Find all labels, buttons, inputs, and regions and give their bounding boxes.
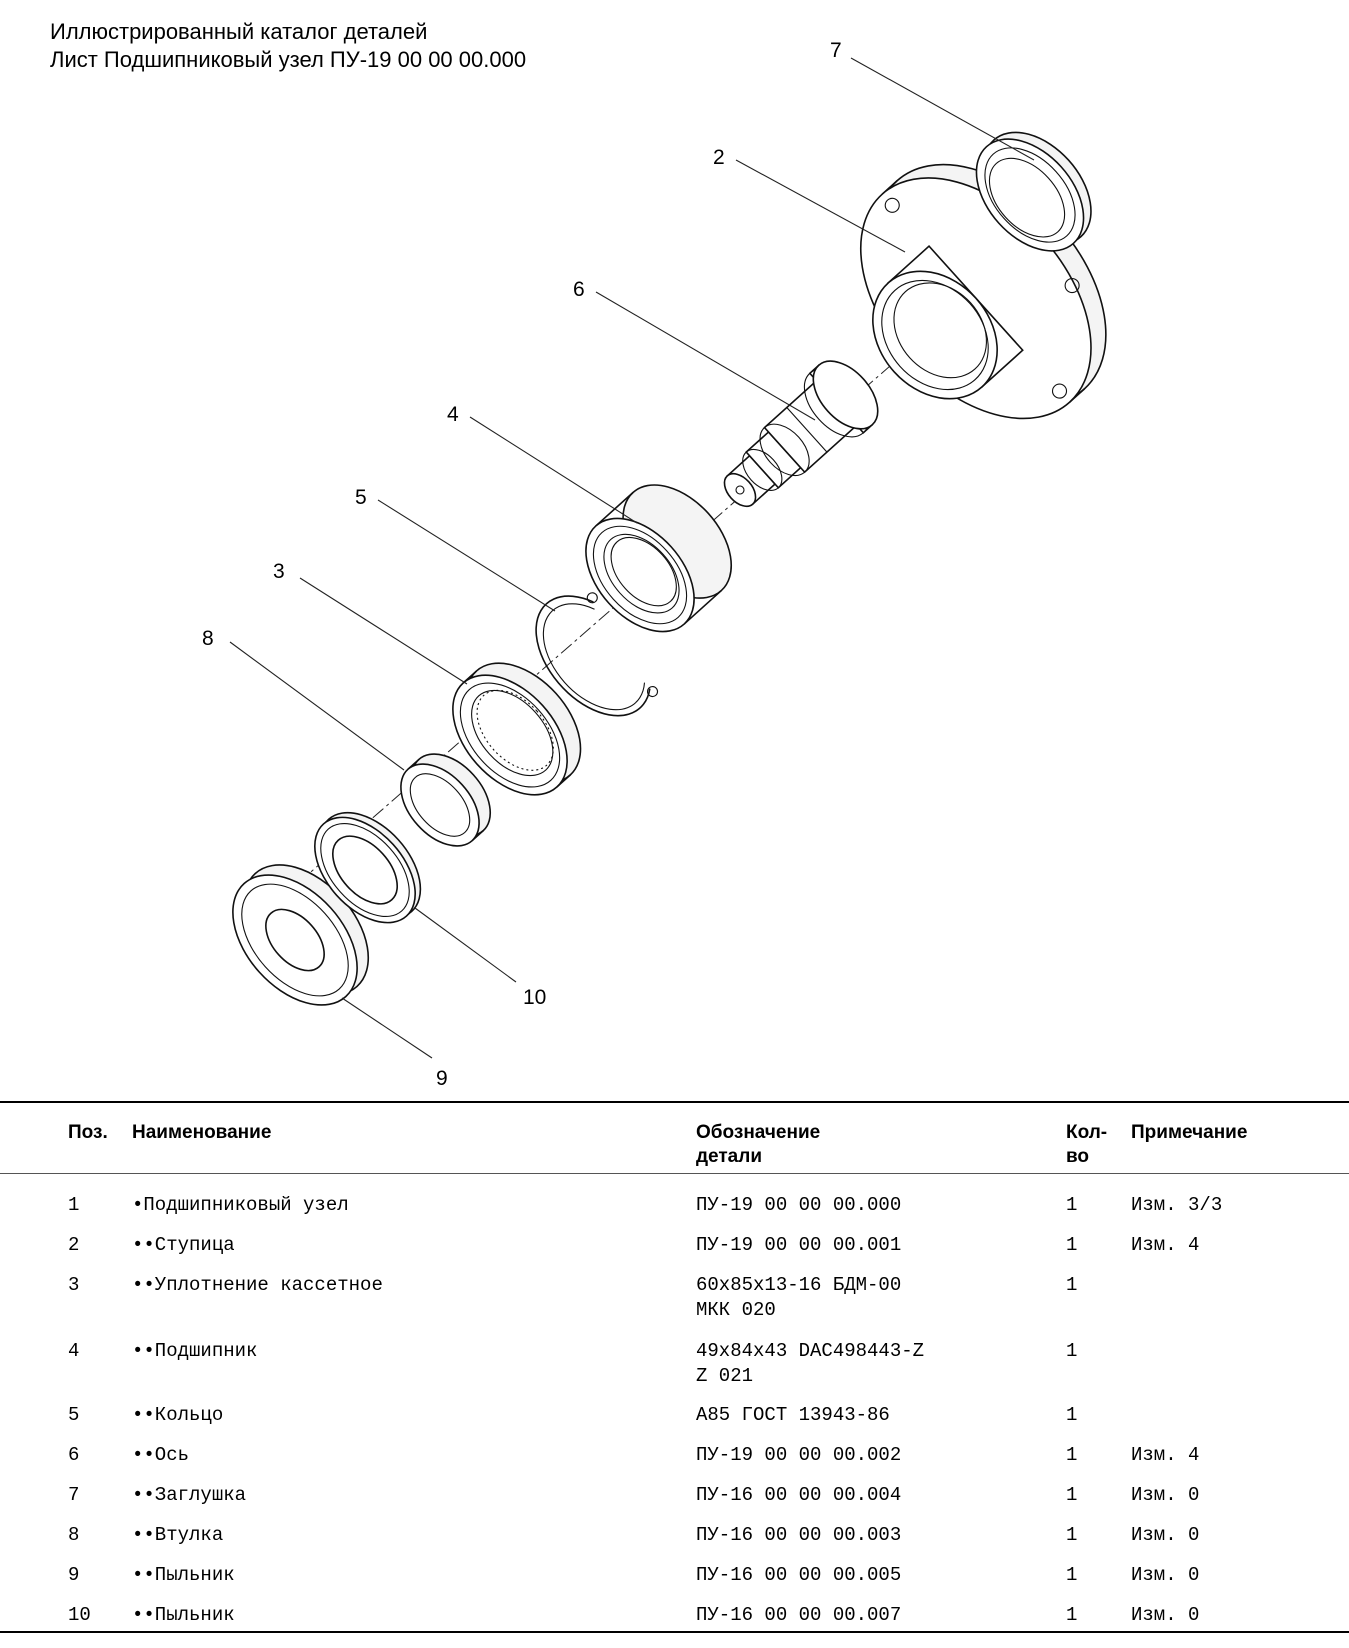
header-designation: [696, 1121, 820, 1169]
table-top-rule: [0, 1101, 1349, 1103]
designation-line: 49x84x43 DAC498443-Z: [696, 1340, 925, 1362]
cell-designation: [696, 1273, 901, 1323]
cell-name: ••Пыльник: [132, 1604, 235, 1626]
cell-designation: [696, 1523, 901, 1548]
leader-line-10: [415, 908, 516, 982]
cell-qty: 1: [1066, 1484, 1078, 1506]
cell-qty: 1: [1066, 1274, 1078, 1296]
table-header-rule: [0, 1173, 1349, 1174]
cell-name: ••Ось: [132, 1444, 190, 1466]
leader-line-8: [230, 642, 404, 770]
designation-line: ПУ-19 00 00 00.001: [696, 1234, 902, 1256]
table-bottom-rule: [0, 1631, 1349, 1633]
designation-line: А85 ГОСТ 13943-86: [696, 1404, 890, 1426]
cell-qty: 1: [1066, 1604, 1078, 1626]
catalog-title: Иллюстрированный каталог деталей: [50, 19, 428, 44]
cell-pos: 4: [68, 1340, 80, 1362]
designation-line: МКК 020: [696, 1299, 776, 1321]
cell-qty: 1: [1066, 1404, 1078, 1426]
header-name: Наименование: [132, 1122, 272, 1143]
cell-pos: 3: [68, 1274, 80, 1296]
cell-name: ••Ступица: [132, 1234, 235, 1256]
callout-3: 3: [273, 560, 285, 583]
cell-pos: 1: [68, 1194, 80, 1216]
cell-name: ••Пыльник: [132, 1564, 235, 1586]
leader-line-4: [470, 417, 637, 523]
cell-name: ••Уплотнение кассетное: [132, 1274, 383, 1296]
table-row: [0, 1483, 1349, 1523]
designation-line: Z 021: [696, 1365, 754, 1387]
cell-designation: [696, 1233, 901, 1258]
callout-9: 9: [436, 1067, 448, 1090]
header-designation-line: Обозначение: [696, 1122, 821, 1143]
header-note: Примечание: [1131, 1122, 1248, 1143]
callout-8: 8: [202, 627, 214, 650]
cell-designation: [696, 1443, 901, 1468]
table-row: [0, 1563, 1349, 1603]
cell-designation: [696, 1603, 901, 1628]
cell-note: Изм. 0: [1131, 1524, 1200, 1546]
table-row: [0, 1443, 1349, 1483]
designation-line: ПУ-16 00 00 00.005: [696, 1564, 902, 1586]
cell-pos: 9: [68, 1564, 80, 1586]
leader-line-3: [300, 578, 467, 684]
cell-name: ••Заглушка: [132, 1484, 247, 1506]
table-row: [0, 1523, 1349, 1563]
cell-designation: [696, 1563, 901, 1588]
cell-name: ••Кольцо: [132, 1404, 224, 1426]
cell-pos: 7: [68, 1484, 80, 1506]
designation-line: ПУ-19 00 00 00.000: [696, 1194, 902, 1216]
header-qty-line: во: [1066, 1146, 1090, 1167]
designation-line: ПУ-16 00 00 00.003: [696, 1524, 902, 1546]
table-row: [0, 1233, 1349, 1273]
callout-2: 2: [713, 146, 725, 169]
cell-designation: [696, 1193, 901, 1218]
cell-qty: 1: [1066, 1564, 1078, 1586]
part-6-axle: [704, 349, 890, 528]
cell-pos: 6: [68, 1444, 80, 1466]
cell-qty: 1: [1066, 1444, 1078, 1466]
table-row: [0, 1403, 1349, 1443]
cell-note: Изм. 0: [1131, 1484, 1200, 1506]
cell-name: •Подшипниковый узел: [132, 1194, 349, 1216]
sheet-subtitle: Лист Подшипниковый узел ПУ-19 00 00 00.000: [50, 47, 527, 72]
header-pos: Поз.: [68, 1122, 108, 1143]
cell-designation: [696, 1339, 924, 1389]
designation-line: ПУ-16 00 00 00.007: [696, 1604, 902, 1626]
table-row: [0, 1339, 1349, 1387]
cell-qty: 1: [1066, 1340, 1078, 1362]
cell-note: Изм. 4: [1131, 1234, 1200, 1256]
designation-line: 60x85x13-16 БДМ-00: [696, 1274, 902, 1296]
leader-line-9: [342, 998, 432, 1058]
cell-pos: 8: [68, 1524, 80, 1546]
callout-5: 5: [355, 486, 367, 509]
designation-line: ПУ-16 00 00 00.004: [696, 1484, 902, 1506]
cell-pos: 5: [68, 1404, 80, 1426]
cell-name: ••Втулка: [132, 1524, 224, 1546]
cell-pos: 2: [68, 1234, 80, 1256]
cell-name: ••Подшипник: [132, 1340, 258, 1362]
part-4-bearing: [565, 464, 753, 652]
callout-10: 10: [523, 986, 547, 1009]
leader-line-6: [596, 292, 815, 420]
cell-note: Изм. 4: [1131, 1444, 1200, 1466]
cell-note: Изм. 0: [1131, 1604, 1200, 1626]
cell-designation: [696, 1403, 890, 1428]
cell-qty: 1: [1066, 1524, 1078, 1546]
table-row: [0, 1193, 1349, 1233]
cell-note: Изм. 3/3: [1131, 1194, 1223, 1216]
callout-4: 4: [447, 403, 459, 426]
header-qty-line: Кол-: [1066, 1122, 1108, 1143]
table-row: [0, 1273, 1349, 1321]
header-qty: [1066, 1121, 1107, 1169]
callout-7: 7: [830, 39, 842, 62]
callout-6: 6: [573, 278, 585, 301]
cell-designation: [696, 1483, 901, 1508]
cell-note: Изм. 0: [1131, 1564, 1200, 1586]
designation-line: ПУ-19 00 00 00.002: [696, 1444, 902, 1466]
leader-line-5: [378, 500, 555, 611]
leader-line-7: [851, 58, 1034, 160]
header-designation-line: детали: [696, 1146, 762, 1167]
cell-qty: 1: [1066, 1234, 1078, 1256]
cell-pos: 10: [68, 1604, 91, 1626]
table-row: [0, 1603, 1349, 1643]
cell-qty: 1: [1066, 1194, 1078, 1216]
